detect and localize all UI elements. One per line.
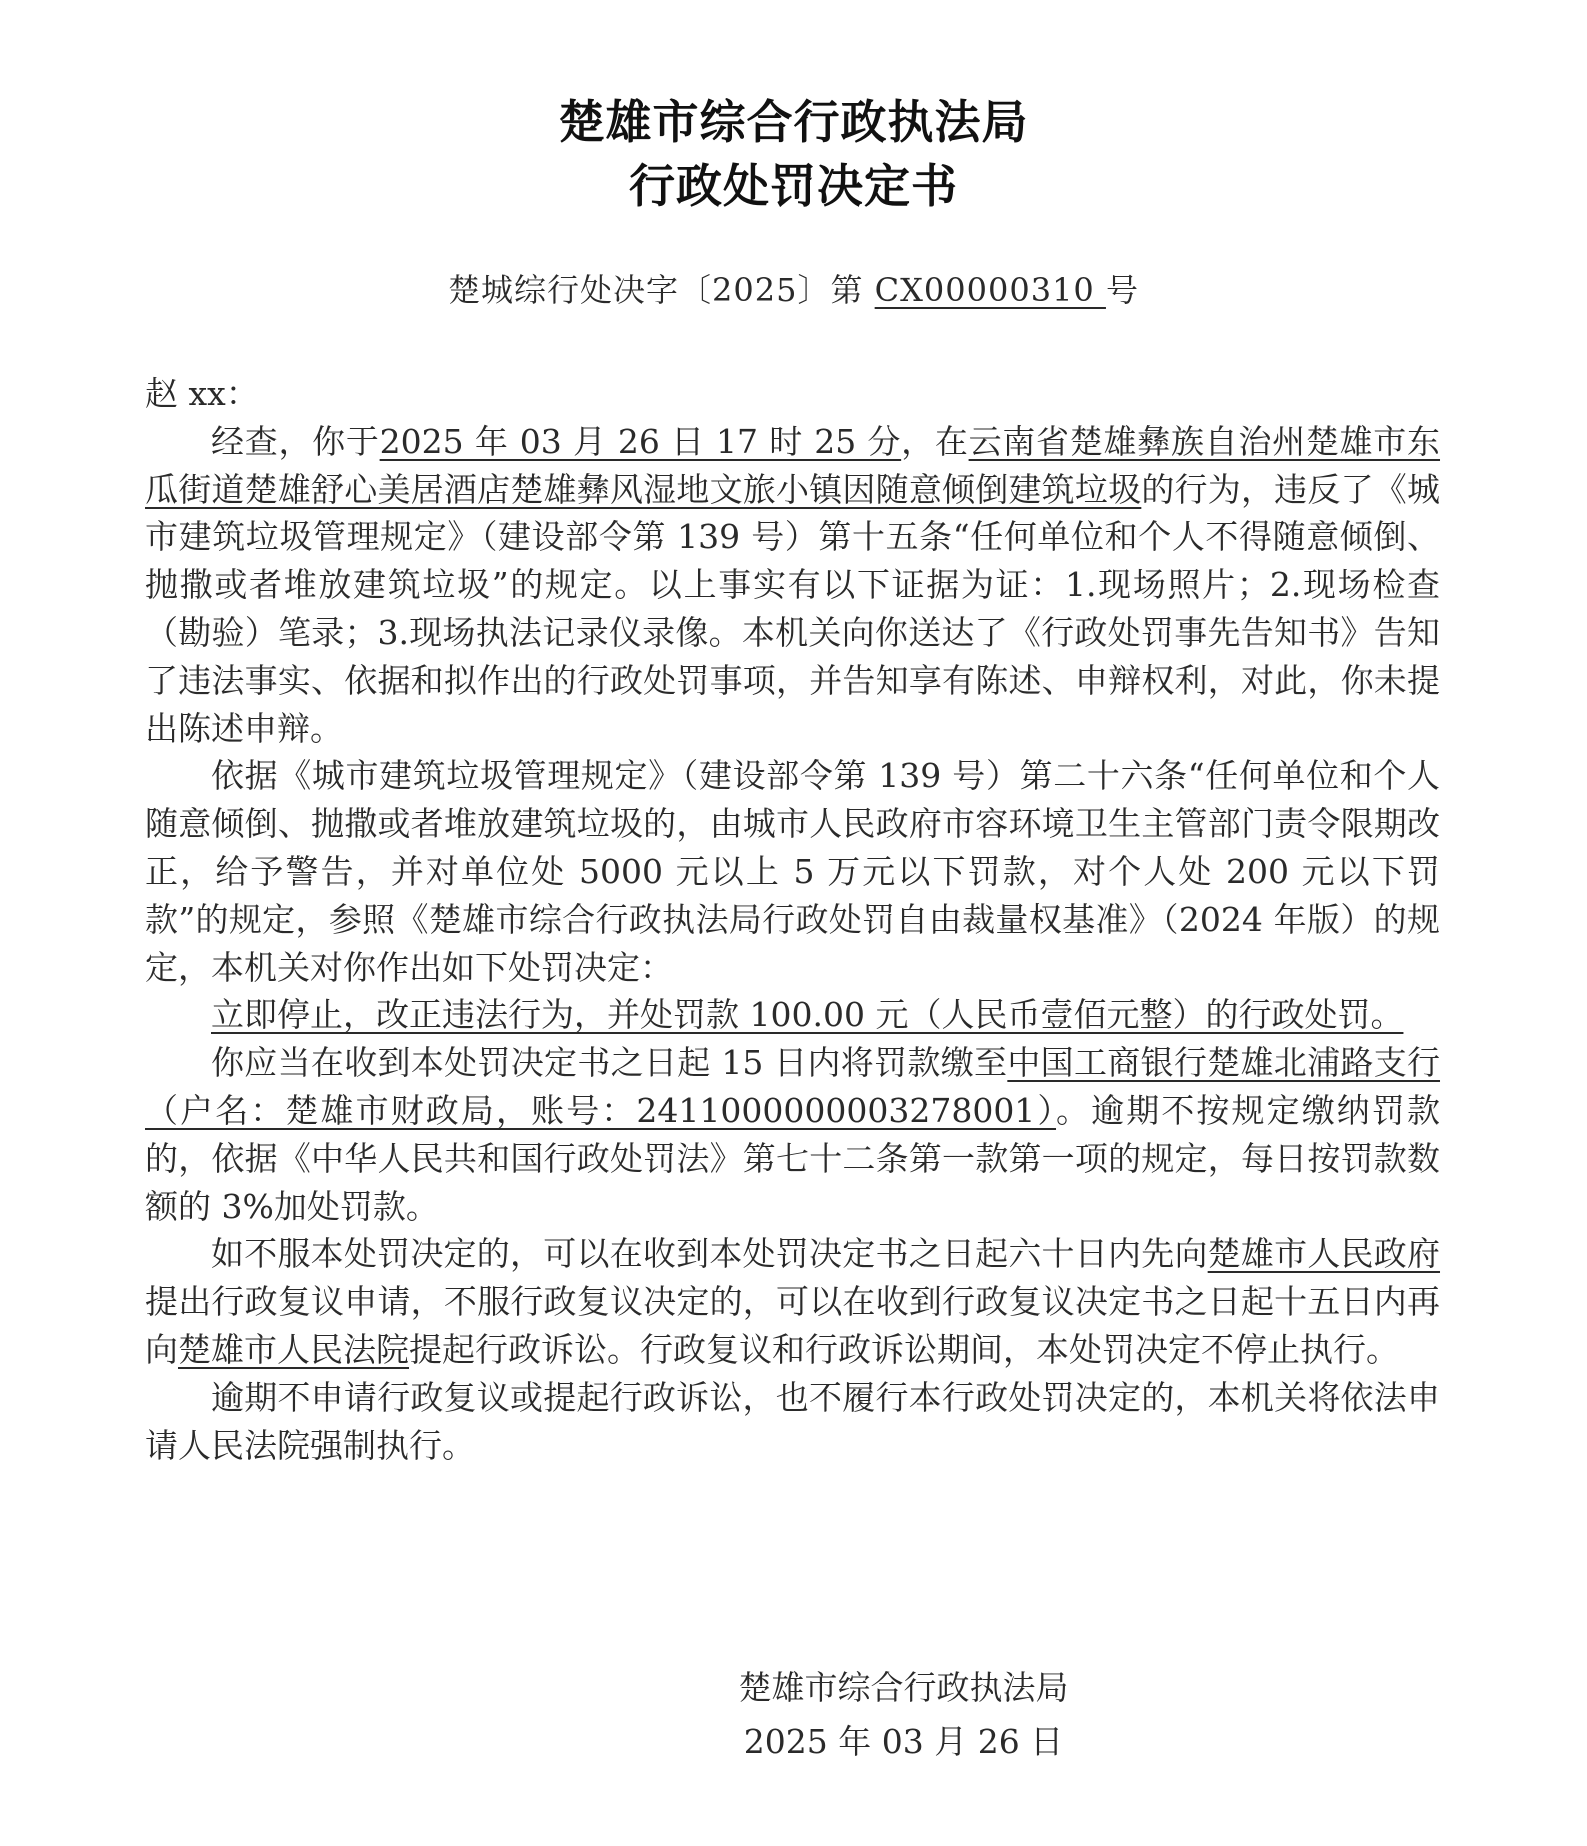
facts-text-3: 的行为，违反了《城市建筑垃圾管理规定》（建设部令第 139 号）第十五条“任何单位和个人不得随意倾倒、抛撒或者堆放建筑垃圾”的规定。以上事实有以下证据为证：1.现场照片；2.现场检查（勘验）笔录；3.现场执法记录仪录像。本机关向你送达了《行政处罚事先告知书》告知了违法事实、依据和拟作出的行政处罚事项，并告知享有陈述、申辩权利，对此，你未提出陈述申辩。 [145, 469, 1441, 748]
paragraph-payment [145, 1039, 1440, 1230]
document-number-prefix: 楚城综行处决字〔2025〕第 [448, 271, 875, 309]
document-number-suffix: 号 [1105, 271, 1139, 309]
facts-text-2: ，在 [901, 421, 969, 461]
appeal-court: 楚雄市人民法院 [178, 1329, 409, 1369]
paragraph-appeal [145, 1230, 1440, 1373]
paragraph-enforcement: 逾期不申请行政复议或提起行政诉讼，也不履行本行政处罚决定的，本机关将依法申请人民法院强制执行。 [145, 1377, 1440, 1465]
payment-bank: 中国工商银行楚雄北浦路支行（户名：楚雄市财政局，账号：2411000000003278001） [145, 1043, 1441, 1130]
appeal-text-3: 提起行政诉讼。行政复议和行政诉讼期间，本处罚决定不停止执行。 [409, 1329, 1399, 1369]
document-title-type: 行政处罚决定书 [629, 159, 958, 213]
document-title-agency: 楚雄市综合行政执法局 [558, 95, 1029, 149]
facts-text-1: 经查，你于 [211, 421, 380, 461]
payment-text-1: 你应当在收到本处罚决定书之日起 15 日内将罚款缴至 [211, 1043, 1008, 1083]
appeal-government: 楚雄市人民政府 [1207, 1234, 1441, 1274]
decision-text: 立即停止，改正违法行为，并处罚款 100.00 元（人民币壹佰元整）的行政处罚。 [211, 995, 1404, 1035]
signature-date: 2025 年 03 月 26 日 [743, 1722, 1064, 1761]
facts-time: 2025 年 03 月 26 日 17 时 25 分 [379, 421, 902, 461]
payment-text-2: 。逾期不按规定缴纳罚款的，依据《中华人民共和国行政处罚法》第七十二条第一款第一项的规定，每日按罚款数额的 3%加处罚款。 [145, 1090, 1441, 1226]
paragraph-facts [145, 418, 1440, 753]
facts-location: 云南省楚雄彝族自治州楚雄市东瓜街道楚雄舒心美居酒店楚雄彝风湿地文旅小镇因随意倾倒建筑垃圾 [145, 421, 1441, 509]
paragraph-legal-basis: 依据《城市建筑垃圾管理规定》（建设部令第 139 号）第二十六条“任何单位和个人随意倾倒、抛撒或者堆放建筑垃圾的，由城市人民政府市容环境卫生主管部门责令限期改正，给予警告，并对单位处 5000 元以上 5 万元以下罚款，对个人处 200 元以下罚款”的规定，参照《楚雄市综合行政执法局行政处罚自由裁量权基准》（2024 年版）的规定，本机关对你作出如下处罚决定： [145, 756, 1440, 987]
appeal-text-2: 提出行政复议申请，不服行政复议决定的，可以在收到行政复议决定书之日起十五日内再向 [145, 1282, 1440, 1369]
appeal-text-1: 如不服本处罚决定的，可以在收到本处罚决定书之日起六十日内先向 [211, 1234, 1208, 1274]
paragraph-decision [145, 991, 1440, 1039]
recipient-line: 赵 xx： [145, 374, 259, 413]
document-number-code: CX00000310 [874, 271, 1106, 309]
document-body [145, 370, 1440, 1469]
document-number [0, 268, 1587, 312]
signature-agency: 楚雄市综合行政执法局 [738, 1668, 1069, 1707]
